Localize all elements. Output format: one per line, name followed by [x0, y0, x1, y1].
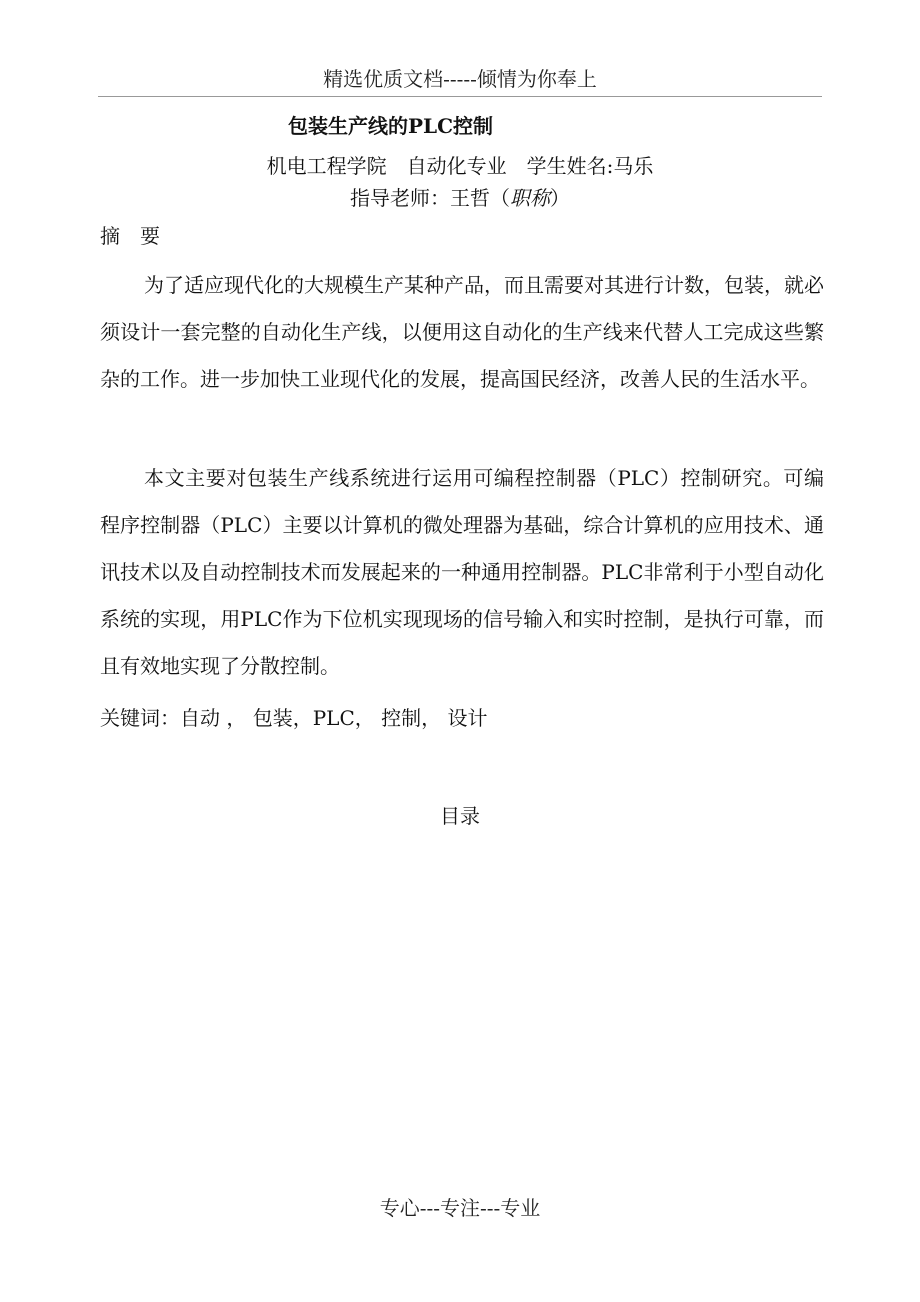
advisor-prefix: 指导老师：王哲（ [350, 186, 510, 210]
abstract-paragraph: 为了适应现代化的大规模生产某种产品，而且需要对其进行计数，包装，就必须设计一套完整的自动化生产线，以便用这自动化的生产线来代替人工完成这些繁杂的工作。进一步加快工业现代化的发展，提高国民经济，改善人民的生活水平。 [100, 273, 824, 391]
abstract-paragraph: 本文主要对包装生产线系统进行运用可编程控制器（PLC）控制研究。可编程序控制器（PLC）主要以计算机的微处理器为基础，综合计算机的应用技术、通讯技术以及自动控制技术而发展起来的一种通用控制器。PLC非常利于小型自动化系统的实现，用PLC作为下位机实现现场的信号输入和实时控制，是执行可靠，而且有效地实现了分散控制。 [100, 466, 824, 678]
author-info [0, 150, 920, 182]
student-name: 学生姓名:马乐 [526, 154, 654, 178]
advisor-info [0, 182, 920, 214]
header-divider [98, 96, 822, 97]
document-title: 包装生产线的PLC控制 [288, 114, 494, 138]
advisor-suffix: ） [550, 186, 570, 210]
advisor-title: 职称 [510, 186, 550, 210]
page-header: 精选优质文档-----倾情为你奉上 [323, 67, 597, 91]
toc-heading: 目录 [440, 804, 480, 828]
keywords-line: 关键词：自动 ， 包装，PLC， 控制， 设计 [100, 706, 488, 730]
page-footer: 专心---专注---专业 [379, 1196, 541, 1220]
abstract-heading: 摘 要 [100, 224, 160, 248]
major-name: 自动化专业 [406, 154, 507, 178]
college-name: 机电工程学院 [266, 154, 387, 178]
